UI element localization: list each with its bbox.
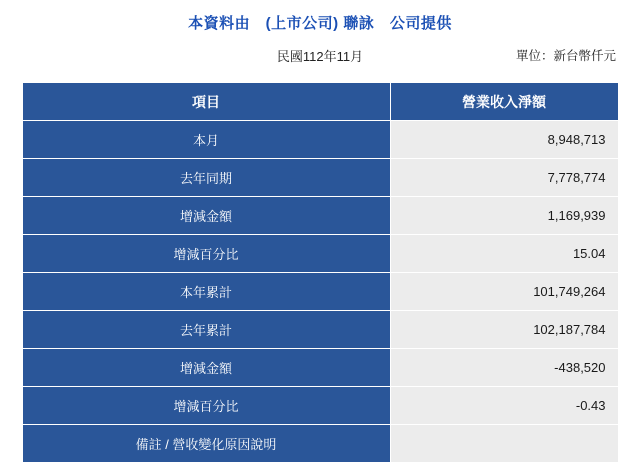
row-value: 1,169,939 — [390, 197, 618, 235]
row-value — [390, 425, 618, 463]
column-header-item: 項目 — [22, 83, 390, 121]
report-period: 民國112年11月 — [276, 49, 364, 64]
table-row — [22, 387, 618, 425]
row-value: -0.43 — [390, 387, 618, 425]
column-header-net-revenue: 營業收入淨額 — [390, 83, 618, 121]
row-label: 本年累計 — [22, 273, 390, 311]
table-row — [22, 349, 618, 387]
row-label: 去年累計 — [22, 311, 390, 349]
row-value: 102,187,784 — [390, 311, 618, 349]
row-label: 增減金額 — [22, 197, 390, 235]
row-label: 增減百分比 — [22, 387, 390, 425]
table-row — [22, 425, 618, 463]
row-label: 去年同期 — [22, 159, 390, 197]
revenue-table — [22, 82, 619, 463]
row-value: -438,520 — [390, 349, 618, 387]
table-row — [22, 159, 618, 197]
row-label: 本月 — [22, 121, 390, 159]
currency-unit: 單位：新台幣仟元 — [515, 49, 616, 63]
page-title: 本資料由 (上市公司) 聯詠 公司提供 — [188, 15, 452, 32]
row-label: 增減金額 — [22, 349, 390, 387]
table-row — [22, 273, 618, 311]
row-value: 7,778,774 — [390, 159, 618, 197]
row-value: 15.04 — [390, 235, 618, 273]
row-value: 8,948,713 — [390, 121, 618, 159]
subheader-line — [0, 46, 640, 72]
row-label: 備註 / 營收變化原因說明 — [22, 425, 390, 463]
table-row — [22, 235, 618, 273]
table-row — [22, 197, 618, 235]
table-header-row — [22, 83, 618, 121]
table-row — [22, 121, 618, 159]
table-row — [22, 311, 618, 349]
row-value: 101,749,264 — [390, 273, 618, 311]
row-label: 增減百分比 — [22, 235, 390, 273]
